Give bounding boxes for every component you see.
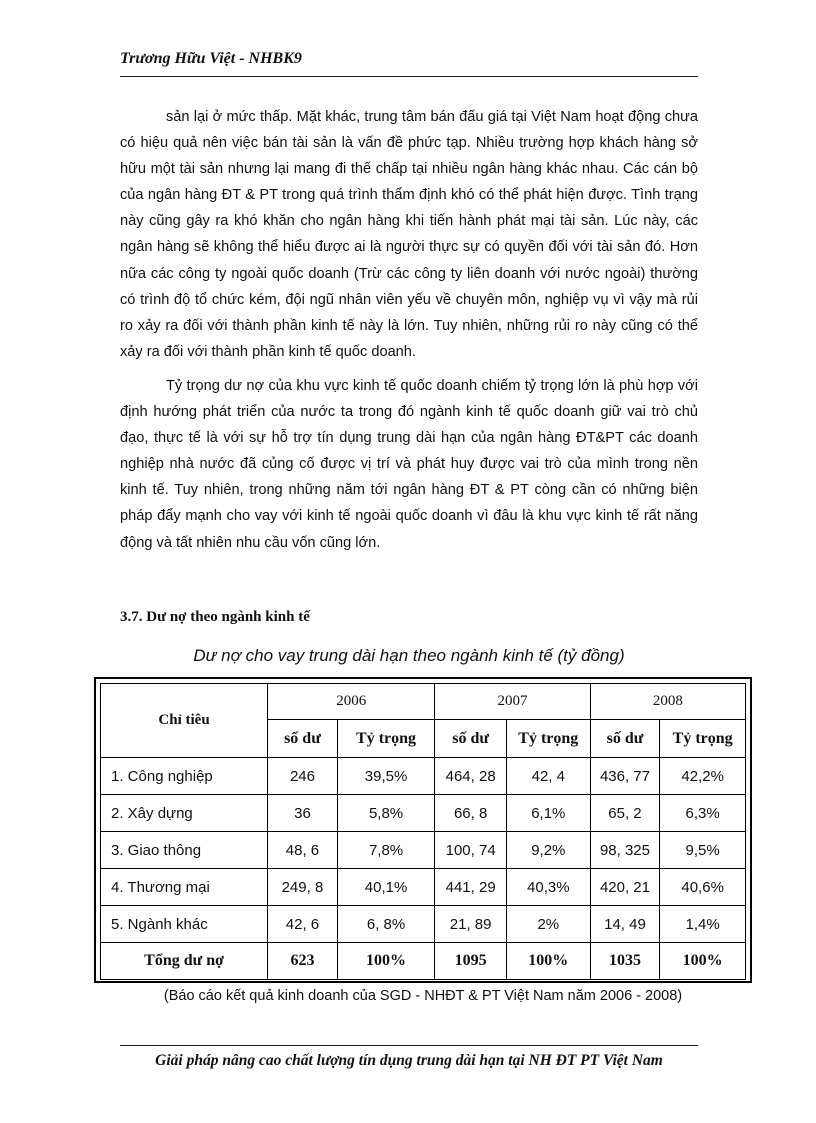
- table-cell: 2%: [506, 906, 590, 943]
- table-cell: 436, 77: [590, 758, 660, 795]
- paragraph-2: Tỷ trọng dư nợ của khu vực kinh tế quốc doanh chiếm tỷ trọng lớn là phù hợp với định hướng phát triển của nước ta trong đó ngành kinh tế quốc doanh giữ vai trò chủ đạo, thực tế là với sự hỗ trợ tín dụng trung dài hạn của ngân hàng ĐT&PT các doanh nghiệp nhà nước đã củng cố được vị trí và phát huy được vai trò của mình trong nền kinh tế. Tuy nhiên, trong những năm tới ngân hàng ĐT & PT còng cần có những biện pháp đẩy mạnh cho vay với kinh tế ngoài quốc doanh vì đâu là khu vực kinh tế rất năng động và tất nhiên nhu cầu vốn cũng lớn.: [120, 377, 698, 551]
- header-divider: [120, 76, 698, 77]
- table-frame: [94, 677, 752, 983]
- table-row: [101, 869, 746, 906]
- header-so-du: số dư: [435, 720, 507, 758]
- table-cell: 98, 325: [590, 832, 660, 869]
- section-heading: 3.7. Dư nợ theo ngành kinh tế: [120, 609, 310, 625]
- table-cell: 100, 74: [435, 832, 507, 869]
- table-row: [101, 906, 746, 943]
- header-chi-tieu: Chỉ tiêu: [101, 684, 268, 758]
- row-label: 1. Công nghiệp: [101, 758, 268, 795]
- table-cell: 6,1%: [506, 795, 590, 832]
- table-cell: 420, 21: [590, 869, 660, 906]
- table-cell: 7,8%: [337, 832, 435, 869]
- header-so-du: số dư: [590, 720, 660, 758]
- table-cell: 66, 8: [435, 795, 507, 832]
- table-row: [101, 795, 746, 832]
- table-cell: 14, 49: [590, 906, 660, 943]
- paragraph-continuation: sản lại ở mức thấp. Mặt khác, trung tâm bán đấu giá tại Việt Nam hoạt động chưa có hiệu quả nên việc bán tài sản là vấn đề phức tạp. Nhiều trường hợp khách hàng sở hữu một tài sản nhưng lại mang đi thế chấp tại nhiều ngân hàng khác nhau. Các cán bộ của ngân hàng ĐT & PT trong quá trình thẩm định khó có thể phát hiện được. Tình trạng này cũng gây ra khó khăn cho ngân hàng khi tiến hành phát mại tài sản. Lúc này, các ngân hàng sẽ không thể hiểu được ai là người thực sự có quyền đối với tài sản đó. Hơn nữa các công ty ngoài quốc doanh (Trừ các công ty liên doanh với nước ngoài) thường có trình độ tổ chức kém, đội ngũ nhân viên yếu về chuyên môn, nghiệp vụ vì vậy mà rủi ro xảy ra đối với thành phần kinh tế này là lớn. Tuy nhiên, những rủi ro này cũng có thể xảy ra đối với thành phần kinh tế quốc doanh.: [120, 109, 698, 360]
- table-cell: 65, 2: [590, 795, 660, 832]
- page-header-author: Trương Hữu Việt - NHBK9: [120, 50, 302, 67]
- table-cell: 36: [268, 795, 338, 832]
- header-year-2007: 2007: [435, 684, 590, 720]
- table-total-row: [101, 943, 746, 980]
- table-cell: 441, 29: [435, 869, 507, 906]
- table-cell: 39,5%: [337, 758, 435, 795]
- total-cell: 1095: [435, 943, 507, 980]
- table-cell: 42,2%: [660, 758, 746, 795]
- total-cell: 1035: [590, 943, 660, 980]
- table-row: [101, 758, 746, 795]
- table-caption: Dư nợ cho vay trung dài hạn theo ngành kinh tế (tỷ đồng): [193, 646, 625, 665]
- table-cell: 1,4%: [660, 906, 746, 943]
- table-source-note: (Báo cáo kết quả kinh doanh của SGD - NHĐT & PT Việt Nam năm 2006 - 2008): [163, 988, 683, 1004]
- total-cell: 100%: [660, 943, 746, 980]
- table-cell: 48, 6: [268, 832, 338, 869]
- row-label: 4. Thương mại: [101, 869, 268, 906]
- total-cell: 623: [268, 943, 338, 980]
- total-cell: 100%: [506, 943, 590, 980]
- table-row: [101, 832, 746, 869]
- footer-divider: [120, 1045, 698, 1046]
- header-ty-trong: Tỷ trọng: [660, 720, 746, 758]
- header-year-2008: 2008: [590, 684, 745, 720]
- table-cell: 249, 8: [268, 869, 338, 906]
- table-cell: 9,5%: [660, 832, 746, 869]
- row-label: 3. Giao thông: [101, 832, 268, 869]
- table-cell: 40,3%: [506, 869, 590, 906]
- total-label: Tổng dư nợ: [101, 943, 268, 980]
- header-year-2006: 2006: [268, 684, 435, 720]
- table-header-years-row: [101, 684, 746, 720]
- table-cell: 42, 4: [506, 758, 590, 795]
- header-ty-trong: Tỷ trọng: [337, 720, 435, 758]
- table-cell: 42, 6: [268, 906, 338, 943]
- table-cell: 6, 8%: [337, 906, 435, 943]
- table-cell: 9,2%: [506, 832, 590, 869]
- table-cell: 40,6%: [660, 869, 746, 906]
- table-cell: 40,1%: [337, 869, 435, 906]
- header-ty-trong: Tỷ trọng: [506, 720, 590, 758]
- page-footer-title: Giải pháp nâng cao chất lượng tín dụng trung dài hạn tại NH ĐT PT Việt Nam: [155, 1052, 663, 1069]
- row-label: 2. Xây dựng: [101, 795, 268, 832]
- table-cell: 21, 89: [435, 906, 507, 943]
- total-cell: 100%: [337, 943, 435, 980]
- table-cell: 5,8%: [337, 795, 435, 832]
- header-so-du: số dư: [268, 720, 338, 758]
- table-cell: 464, 28: [435, 758, 507, 795]
- loan-by-sector-table: [100, 683, 746, 980]
- row-label: 5. Ngành khác: [101, 906, 268, 943]
- table-cell: 246: [268, 758, 338, 795]
- body-text: [120, 104, 698, 556]
- table-cell: 6,3%: [660, 795, 746, 832]
